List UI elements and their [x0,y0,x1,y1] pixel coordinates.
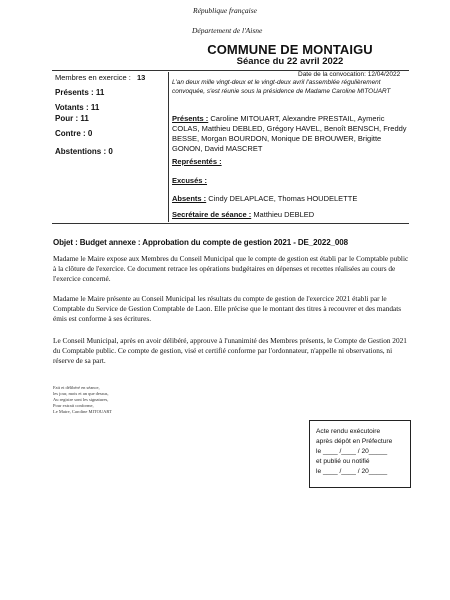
signature-line: Au registre sont les signatures, [53,397,109,402]
membres-en-exercice [55,73,145,82]
signature-line: Fait et délibéré en séance, [53,385,100,390]
excuses-section [172,176,408,186]
membres-value: 13 [136,73,146,82]
presents-section [172,114,408,154]
paragraph-deliberation: Le Conseil Municipal, après en avoir délibéré, approuve à l'unanimité des Membres présents, le Compte de Gestion 2021 du Comptable public. Ce compte de gestion, visé et certifié conforme par l'ordonnateur, n'appelle ni observations, ni réserve de sa part. [53,336,407,365]
excuses-label: Excusés : [172,176,208,185]
representes-label: Représentés : [172,157,222,166]
acte-date-line: le ____ /____ / 20_____ [316,448,388,455]
seance-date: Séance du 22 avril 2022 [236,56,344,67]
republique-header: République française [193,6,257,15]
signature-line: Le Maire, Caroline MITOUART [53,409,112,414]
representes-section [172,157,408,167]
paragraph-expose: Madame le Maire expose aux Membres du Conseil Municipal que le compte de gestion est établi par le Comptable public à la clôture de l'exercice. Ce document retrace les opérations budgétaires en dépenses et recettes réalisées au cours de l'exercice concerné. [53,254,409,283]
abstentions-count: Abstentions : 0 [55,147,113,156]
absents-names: Cindy DELAPLACE, Thomas HOUDELETTE [208,194,358,203]
secretaire-label: Secrétaire de séance : [172,210,252,219]
vertical-divider [168,72,169,222]
acte-line: et publié ou notifié [316,458,370,465]
paragraph-presentation: Madame le Maire présente au Conseil Municipal les résultats du compte de gestion de l'exercice 2021 établi par le Comptable du Service de Gestion Comptable de Laon. Elle précise que le montant des titres à recouvrer et des mandats émis est conforme à ses écritures. [53,294,402,323]
bottom-divider [52,223,409,224]
presents-label: Présents : [172,114,209,123]
votants-count: Votants : 11 [55,103,100,112]
commune-title: COMMUNE DE MONTAIGU [207,42,373,57]
signature-line: les jour, mois et an que dessus, [53,391,109,396]
secretaire-section [172,210,408,220]
acte-line: Acte rendu exécutoire [316,428,381,435]
presents-count: Présents : 11 [55,88,105,97]
objet-title: Objet : Budget annexe : Approbation du compte de gestion 2021 - DE_2022_008 [53,238,348,247]
membres-label: Membres en exercice : [55,73,131,82]
absents-section [172,194,408,204]
acte-executoire-box [309,420,411,488]
presents-names: Caroline MITOUART, Alexandre PRESTAIL, Aymeric COLAS, Matthieu DEBLED, Grégory HAVEL, Benoît BENSCH, Freddy BESSE, Morgan BOURDON, Monique DE BROUWER, Brigitte GONON, David MASCRET [172,114,407,153]
contre-count: Contre : 0 [55,129,93,138]
acte-line: après dépôt en Préfecture [316,438,393,445]
acte-date-line: le ____ /____ / 20_____ [316,468,388,475]
convocation-date: Date de la convocation: 12/04/2022 [298,71,401,78]
pour-count: Pour : 11 [55,114,89,123]
intro-text: L'an deux mille vingt-deux et le vingt-deux avril l'assemblée régulièrement convoquée, s'est réunie sous la présidence de Madame Caroline MITOUART [172,79,391,95]
signature-block [53,385,112,415]
departement-header: Département de l'Aisne [192,26,263,35]
secretaire-name: Matthieu DEBLED [253,210,315,219]
absents-label: Absents : [172,194,207,203]
signature-line: Pour extrait conforme, [53,403,94,408]
